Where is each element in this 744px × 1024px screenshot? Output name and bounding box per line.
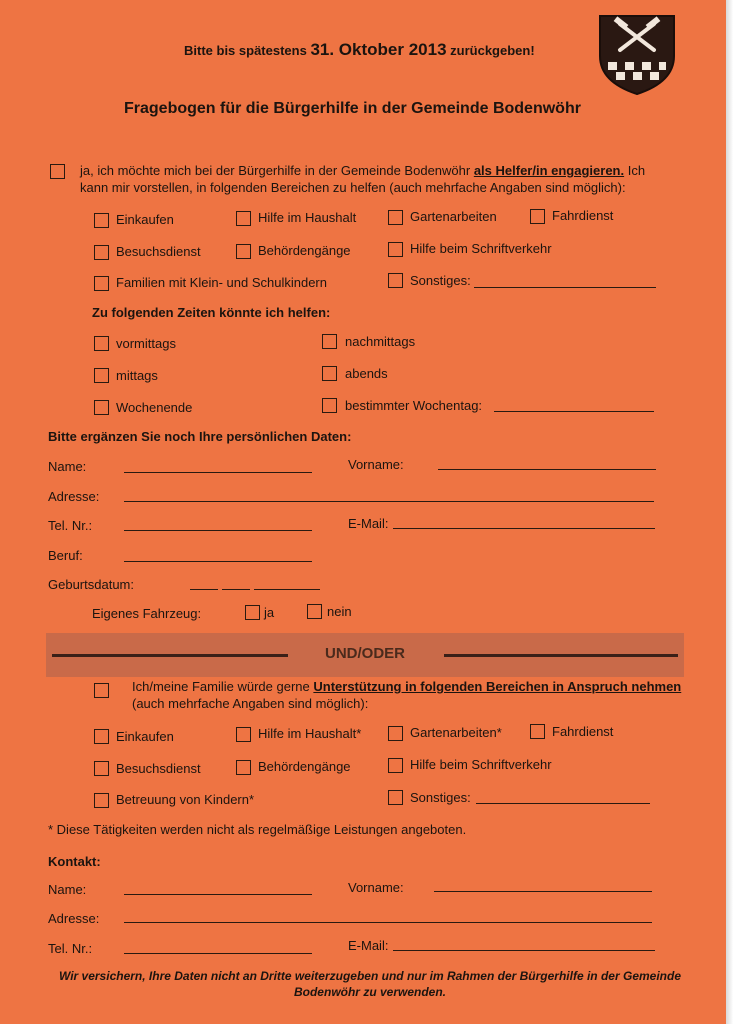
name-input[interactable] [124, 472, 312, 473]
support-area-checkbox[interactable] [236, 727, 251, 742]
privacy-statement: Wir versichern, Ihre Daten nicht an Dritte weiterzugeben und nur im Rahmen der Bürgerhilfe in der Gemeinde Bodenwöhr zu verwenden. [58, 969, 681, 999]
vorname-input[interactable] [438, 469, 656, 470]
helper-intro-post: Ich kann mir vorstellen, in folgenden Bereichen zu helfen (auch mehrfache Angaben sind möglich): [80, 163, 646, 195]
helper-area-label: Fahrdienst [552, 208, 614, 223]
time-checkbox[interactable] [322, 398, 337, 413]
times-heading: Zu folgenden Zeiten könnte ich helfen: [92, 305, 331, 320]
deadline-prefix: Bitte bis spätestens [184, 43, 307, 58]
birth-month-input[interactable] [222, 589, 250, 590]
page-title: Fragebogen für die Bürgerhilfe in der Gemeinde Bodenwöhr [124, 100, 581, 117]
support-intro-emphasis: Unterstützung in folgenden Bereichen in Anspruch nehmen [313, 679, 682, 694]
helper-area-label: Besuchsdienst [116, 244, 201, 259]
contact-heading: Kontakt: [48, 854, 101, 869]
helper-intro-pre: ja, ich möchte mich bei der Bürgerhilfe in der Gemeinde Bodenwöhr [80, 163, 471, 178]
support-opt-in-checkbox[interactable] [94, 683, 109, 698]
support-area-checkbox[interactable] [530, 724, 545, 739]
time-checkbox[interactable] [94, 400, 109, 415]
email-input[interactable] [393, 528, 655, 529]
time-checkbox[interactable] [322, 334, 337, 349]
email-label: E-Mail: [348, 516, 389, 531]
support-area-label: Gartenarbeiten* [410, 725, 502, 740]
helper-area-checkbox[interactable] [236, 244, 251, 259]
vehicle-yes-checkbox[interactable] [245, 605, 260, 620]
time-label: vormittags [116, 336, 176, 351]
helper-area-checkbox[interactable] [94, 276, 109, 291]
helper-intro-emphasis: als Helfer/in engagieren. [473, 163, 625, 178]
support-area-checkbox[interactable] [388, 726, 403, 741]
separator-label: UND/ODER [324, 645, 405, 662]
helper-area-checkbox[interactable] [94, 213, 109, 228]
adresse-label: Adresse: [48, 489, 100, 504]
time-checkbox[interactable] [94, 368, 109, 383]
time-checkbox[interactable] [322, 366, 337, 381]
return-deadline [184, 40, 535, 60]
tel-input[interactable] [124, 530, 312, 531]
bodenwoehr-coat-of-arms-icon [594, 12, 680, 96]
contact-tel-label: Tel. Nr.: [48, 941, 93, 956]
helper-area-label: Einkaufen [116, 212, 174, 227]
vehicle-label: Eigenes Fahrzeug: [92, 606, 202, 621]
deadline-suffix: zurückgeben! [450, 43, 535, 58]
support-area-label: Behördengänge [258, 759, 351, 774]
support-other-input[interactable] [476, 803, 650, 804]
birth-day-input[interactable] [190, 589, 218, 590]
helper-area-label: Familien mit Klein- und Schulkindern [116, 275, 327, 290]
helper-intro [80, 162, 670, 196]
beruf-input[interactable] [124, 561, 312, 562]
adresse-input[interactable] [124, 501, 654, 502]
scan-margin [726, 0, 744, 1024]
weekday-input[interactable] [494, 411, 654, 412]
vehicle-no-checkbox[interactable] [307, 604, 322, 619]
helper-area-label: Hilfe beim Schriftverkehr [410, 241, 552, 256]
vehicle-no-label: nein [327, 604, 352, 619]
support-area-label: Einkaufen [116, 729, 174, 744]
support-area-checkbox[interactable] [94, 729, 109, 744]
helper-area-label: Sonstiges: [410, 273, 471, 288]
helper-area-label: Behördengänge [258, 243, 351, 258]
support-area-checkbox[interactable] [236, 760, 251, 775]
support-area-checkbox[interactable] [94, 793, 109, 808]
support-area-label: Sonstiges: [410, 790, 471, 805]
contact-email-label: E-Mail: [348, 938, 389, 953]
support-area-checkbox[interactable] [388, 790, 403, 805]
helper-area-checkbox[interactable] [530, 209, 545, 224]
helper-area-label: Hilfe im Haushalt [258, 210, 357, 225]
name-label: Name: [48, 459, 87, 474]
geburtsdatum-label: Geburtsdatum: [48, 577, 134, 592]
time-label: Wochenende [116, 400, 193, 415]
helper-opt-in-checkbox[interactable] [50, 164, 65, 179]
support-intro [132, 678, 692, 712]
contact-adresse-label: Adresse: [48, 911, 100, 926]
contact-vorname-label: Vorname: [348, 880, 404, 895]
support-area-label: Hilfe beim Schriftverkehr [410, 757, 552, 772]
helper-other-input[interactable] [474, 287, 656, 288]
support-area-label: Hilfe im Haushalt* [258, 726, 362, 741]
contact-vorname-input[interactable] [434, 891, 652, 892]
time-label: mittags [116, 368, 158, 383]
contact-tel-input[interactable] [124, 953, 312, 954]
tel-label: Tel. Nr.: [48, 518, 93, 533]
contact-name-input[interactable] [124, 894, 312, 895]
support-intro-post: (auch mehrfache Angaben sind möglich): [132, 696, 369, 711]
birth-year-input[interactable] [254, 589, 320, 590]
vehicle-yes-label: ja [264, 605, 275, 620]
support-area-label: Betreuung von Kindern* [116, 792, 255, 807]
helper-area-checkbox[interactable] [94, 245, 109, 260]
and-or-separator [46, 633, 684, 677]
contact-email-input[interactable] [393, 950, 655, 951]
vorname-label: Vorname: [348, 457, 404, 472]
helper-area-checkbox[interactable] [388, 273, 403, 288]
contact-adresse-input[interactable] [124, 922, 652, 923]
helper-area-checkbox[interactable] [236, 211, 251, 226]
helper-area-checkbox[interactable] [388, 210, 403, 225]
helper-area-label: Gartenarbeiten [410, 209, 497, 224]
footnote: * Diese Tätigkeiten werden nicht als regelmäßige Leistungen angeboten. [48, 822, 467, 837]
support-area-label: Besuchsdienst [116, 761, 201, 776]
support-area-checkbox[interactable] [94, 761, 109, 776]
support-area-label: Fahrdienst [552, 724, 614, 739]
contact-name-label: Name: [48, 882, 87, 897]
time-label: bestimmter Wochentag: [345, 398, 483, 413]
helper-area-checkbox[interactable] [388, 242, 403, 257]
personal-heading: Bitte ergänzen Sie noch Ihre persönlichen Daten: [48, 429, 352, 444]
beruf-label: Beruf: [48, 548, 83, 563]
support-area-checkbox[interactable] [388, 758, 403, 773]
support-intro-pre: Ich/meine Familie würde gerne [132, 679, 310, 694]
time-label: abends [345, 366, 388, 381]
deadline-date: 31. Oktober 2013 [310, 40, 447, 59]
time-checkbox[interactable] [94, 336, 109, 351]
time-label: nachmittags [345, 334, 416, 349]
